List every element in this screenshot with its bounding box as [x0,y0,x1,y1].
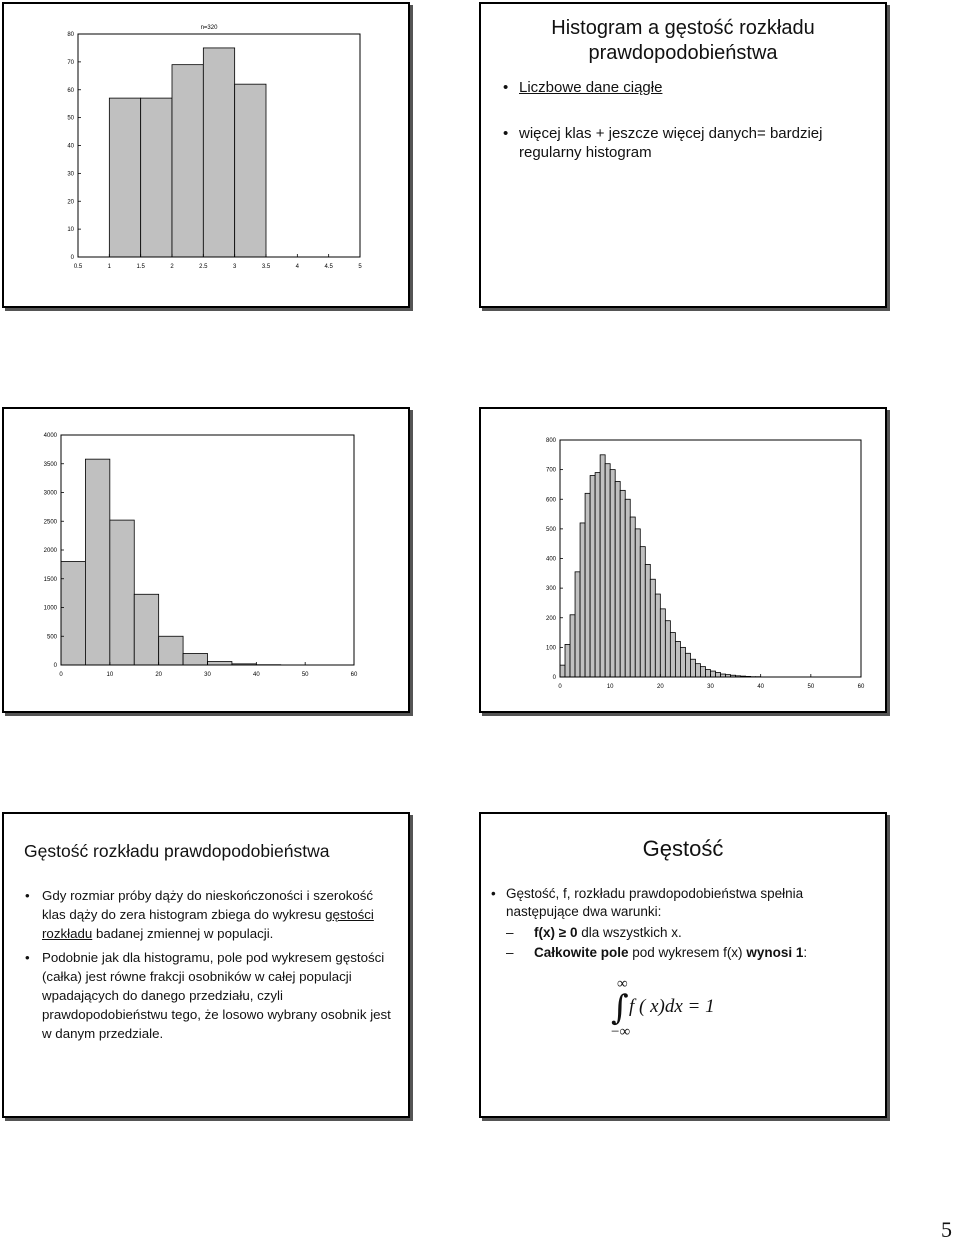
upper-limit: ∞ [617,976,628,992]
link-text[interactable]: gęstości rozkładu [42,907,374,941]
page-number: 5 [941,1217,952,1242]
condition-term: Całkowite pole [534,945,629,960]
slide-title: Gęstość rozkładu prawdopodobieństwa [24,841,330,861]
y-tick-label: 300 [545,586,556,593]
histogram-bar [635,529,640,677]
slide-histogram-intro [479,2,887,308]
x-tick-label: 10 [106,672,114,678]
x-tick-label: 5 [358,264,362,270]
y-tick-label: 3500 [43,461,57,468]
x-tick-label: 3.5 [261,264,271,270]
histogram-bar [705,670,710,677]
x-tick-label: 30 [707,684,714,690]
histogram-bar [670,633,675,677]
histogram-bar [615,481,620,677]
histogram-bar [570,615,575,677]
integrand: f ( x)dx = 1 [629,996,715,1017]
y-tick-label: 60 [67,87,74,94]
x-tick-label: 0 [558,684,562,690]
x-tick-label: 40 [757,684,765,690]
histogram-bar [235,84,266,257]
histogram-bar [625,499,630,677]
histogram-bar [580,523,585,677]
x-tick-label: 2.5 [199,264,208,270]
histogram-bar [711,671,716,677]
bullet-item [491,885,871,921]
histogram-chart-small [4,4,408,306]
histogram-bar [590,476,595,677]
y-tick-label: 500 [46,634,57,641]
bullet-item: • Podobnie jak dla histogramu, pole pod wykresem gęstości (całka) jest równe frakcji osobników w całej populacji wpadających do danego przedziału, czyli prawdopodobieństwu tego, że losowo wybrany osobnik jest w danym przedziale. [24,948,394,1043]
condition-1 [506,924,682,942]
histogram-bar [620,490,625,677]
x-tick-label: 0.5 [73,264,83,270]
bullet-item [24,886,394,943]
bullet-text: Gdy rozmiar próby dąży do nieskończoności i szerokość klas dąży do zera histogram zbiega do wykresu [42,888,374,922]
dash-icon: – [506,925,514,940]
condition-2 [506,944,807,962]
histogram-bar [600,455,605,677]
y-tick-label: 100 [545,645,556,652]
histogram-bar [585,493,590,677]
histogram-bar [575,572,580,677]
histogram-bar [203,48,234,257]
histogram-bar [700,667,705,677]
x-tick-label: 40 [252,672,260,678]
lower-limit: −∞ [611,1024,631,1040]
x-tick-label: 50 [807,684,815,690]
x-tick-label: 60 [857,684,865,690]
condition-text: : [803,945,808,960]
y-tick-label: 70 [67,59,74,66]
y-tick-label: 700 [545,467,556,474]
x-tick-label: 60 [350,672,358,678]
slide-histogram-small [2,2,410,308]
slide-density-conditions [479,812,887,1118]
y-tick-label: 80 [67,32,74,38]
histogram-bar [565,644,570,677]
bullet-text: badanej zmiennej w populacji. [92,926,274,941]
bullet-list [24,886,394,1048]
y-tick-label: 2000 [43,548,57,554]
histogram-bar [655,594,660,677]
slide-title: Gęstość [642,836,724,861]
histogram-bar [675,641,680,677]
y-tick-label: 400 [545,556,556,563]
bullet-list [501,78,871,189]
x-tick-label: 10 [606,684,614,690]
bullet-icon: • [491,886,496,901]
histogram-bar [605,464,610,677]
bullet-item: • więcej klas + jeszcze więcej danych= bardziej regularny histogram [501,124,871,162]
integral-icon: ∫ [611,988,629,1028]
y-tick-label: 3000 [43,490,57,497]
condition-value: 0 [569,925,578,940]
histogram-bar [685,653,690,677]
dash-icon: – [506,945,514,960]
x-tick-label: 30 [204,672,211,678]
histogram-bar [134,594,158,665]
geq-symbol: ≥ [558,925,567,940]
histogram-bar [85,459,109,665]
link-text[interactable]: Liczbowe dane ciągłe [519,79,663,96]
histogram-bar [695,664,700,677]
x-tick-label: 0 [59,672,63,678]
y-tick-label: 0 [70,255,74,261]
histogram-bar [660,609,665,677]
histogram-bar [110,520,134,665]
histogram-bar [680,647,685,677]
histogram-bar [665,621,670,677]
y-tick-label: 10 [67,227,74,234]
histogram-bar [159,636,183,665]
histogram-chart-wide-bins [4,409,408,711]
y-tick-label: 40 [67,143,74,150]
x-tick-label: 50 [301,672,309,678]
bullet-item [501,78,871,97]
histogram-bar [650,579,655,677]
y-tick-label: 800 [545,438,556,444]
y-tick-label: 600 [545,497,556,504]
condition-term: f(x) [534,925,555,940]
condition-text: pod wykresem f(x) [628,945,747,960]
slide-histogram-wide-bins [2,407,410,713]
condition-text: dla wszystkich x. [577,925,682,940]
bullet-text: Gęstość, f, rozkładu prawdopodobieństwa spełnia następujące dwa warunki: [506,886,804,919]
condition-value: wynosi 1 [746,945,804,960]
y-tick-label: 0 [552,675,556,681]
slide-histogram-fine-bins [479,407,887,713]
histogram-bar [610,470,615,677]
x-tick-label: 2 [170,264,174,270]
y-tick-label: 4000 [43,433,57,439]
y-tick-label: 200 [545,615,556,622]
slide-density-definition [2,812,410,1118]
y-tick-label: 20 [67,199,74,206]
y-tick-label: 50 [67,115,74,122]
y-tick-label: 0 [53,663,57,669]
y-tick-label: 500 [545,526,556,533]
histogram-bar [640,547,645,677]
y-tick-label: 1000 [43,605,57,612]
histogram-bar [183,654,207,666]
histogram-chart-fine-bins [481,409,885,711]
histogram-bar [560,665,565,677]
x-tick-label: 4 [295,264,300,270]
histogram-bar [61,562,85,666]
x-tick-label: 3 [232,264,237,270]
y-tick-label: 1500 [43,576,57,583]
histogram-bar [141,98,172,257]
x-tick-label: 20 [656,684,664,690]
chart-annotation: n=320 [200,25,218,31]
x-tick-label: 20 [155,672,163,678]
integral-formula [611,976,751,1044]
histogram-bar [208,662,232,665]
histogram-bar [172,65,203,257]
histogram-bar [716,673,721,677]
y-tick-label: 2500 [43,519,57,526]
slide-title: Histogram a gęstość rozkładu prawdopodobieństwa [551,17,815,64]
histogram-bar [595,473,600,677]
histogram-bar [690,659,695,677]
histogram-bar [630,517,635,677]
x-tick-label: 1.5 [136,264,145,270]
histogram-bar [109,98,140,257]
x-tick-label: 4.5 [324,264,333,270]
x-tick-label: 1 [107,264,112,270]
y-tick-label: 30 [67,171,74,178]
histogram-bar [645,564,650,677]
